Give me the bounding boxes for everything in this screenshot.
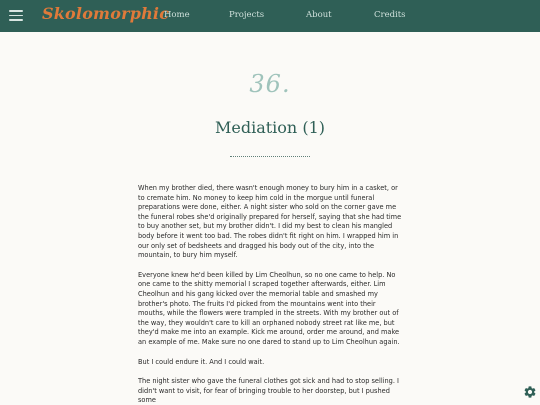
site-brand-logo[interactable]: Skolomorphic (42, 4, 170, 23)
nav-link-projects[interactable]: Projects (229, 10, 265, 20)
hamburger-menu-icon[interactable] (9, 10, 23, 21)
story-paragraph: When my brother died, there wasn't enough money to bury him in a casket, or to cremate him. No money to keep him cold in the morgue until funeral preparations were done, either. A night sister who sold on the corner gave me the funeral robes she'd originally prepared for herself, saying that she had time to buy another set, but my brother didn't. I did my best to clean his mangled body before it went too bad. The robes didn't fit right on him. I wrapped him in our only set of bedsheets and dragged his body out of the city, into the mountain, to bury him myself. (138, 184, 402, 260)
gear-icon[interactable] (523, 385, 537, 399)
nav-link-about[interactable]: About (306, 10, 332, 20)
story-paragraph: The night sister who gave the funeral clothes got sick and had to stop selling. I didn't want to visit, for fear of bringing trouble to her doorstep, but I pushed some (138, 377, 399, 405)
chapter-title: Mediation (1) (215, 118, 325, 137)
story-paragraph: Everyone knew he'd been killed by Lim Cheolhun, so no one came to help. No one came to the shitty memorial I scraped together afterwards, either. Lim Cheolhun and his gang kicked over the memorial table and smashed my brother's photo. The fruits I'd picked from the mountains went into their mouths, while the flowers were trampled in the streets. With my brother out of the way, they wouldn't care to kill an orphaned nobody street rat like me, but they'd make me into an example. Kick me around, order me around, and make an example of me. Make sure no one dared to stand up to Lim Cheolhun again. (138, 270, 400, 346)
title-divider (230, 156, 310, 157)
top-navigation-bar (0, 0, 540, 32)
chapter-number: 36. (249, 70, 291, 98)
chapter-content (138, 184, 404, 405)
story-paragraph: But I could endure it. And I could wait. (138, 357, 265, 366)
nav-link-credits[interactable]: Credits (374, 10, 406, 20)
nav-link-home[interactable]: Home (164, 10, 190, 20)
